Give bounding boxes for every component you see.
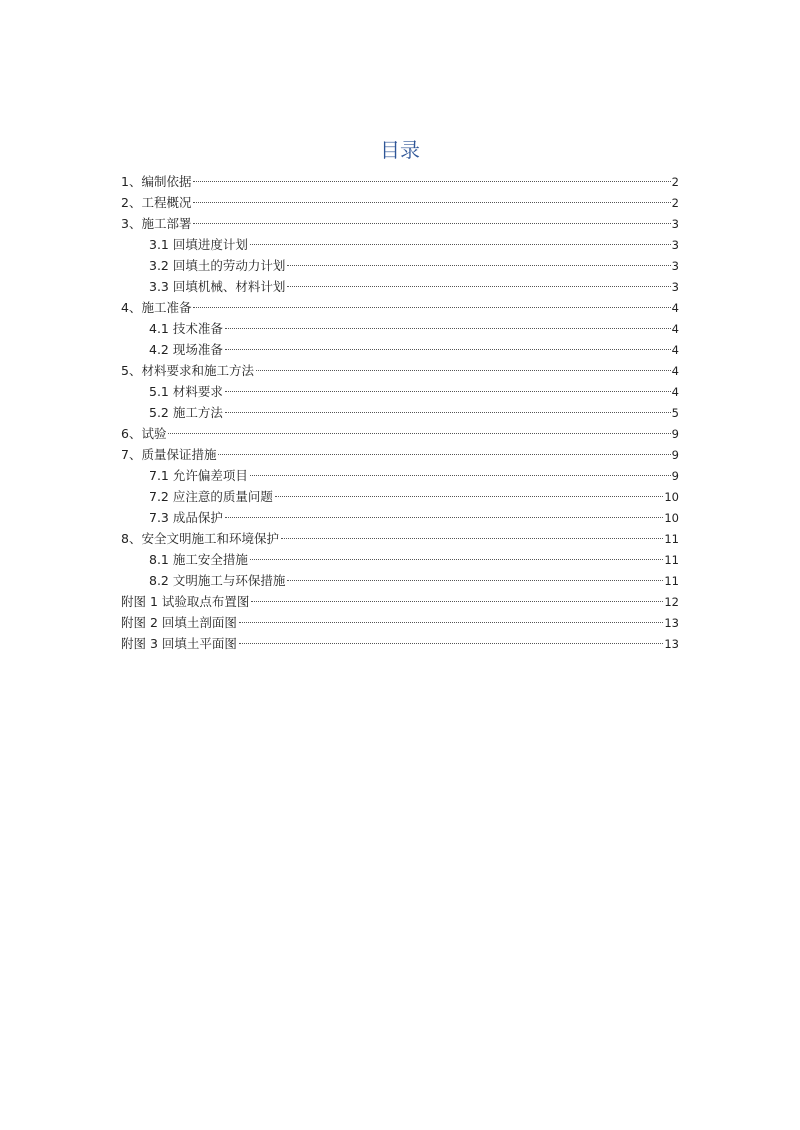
dot-leader <box>287 580 663 581</box>
toc-page-number: 3 <box>671 217 679 231</box>
dot-leader <box>251 601 663 602</box>
toc-page-number: 9 <box>671 448 679 462</box>
dot-leader <box>225 391 671 392</box>
dot-leader <box>239 643 663 644</box>
toc-entry-label: 附图 1 试验取点布置图 <box>121 594 250 609</box>
toc-entry-label: 6、试验 <box>121 426 167 441</box>
toc-entry-label: 4、施工准备 <box>121 300 192 315</box>
toc-entry[interactable] <box>121 465 679 486</box>
toc-entry[interactable] <box>121 234 679 255</box>
dot-leader <box>225 412 671 413</box>
toc-entry-label: 附图 2 回填土剖面图 <box>121 615 237 630</box>
toc-entry[interactable] <box>121 255 679 276</box>
toc-entry-label: 4.1 技术准备 <box>149 321 223 336</box>
toc-entry[interactable] <box>121 171 679 192</box>
toc-entry-label: 2、工程概况 <box>121 195 192 210</box>
toc-entry-label: 3.2 回填土的劳动力计划 <box>149 258 286 273</box>
toc-entry[interactable] <box>121 591 679 612</box>
toc-entry[interactable] <box>121 612 679 633</box>
toc-page-number: 4 <box>671 343 679 357</box>
toc-entry-label: 7.1 允许偏差项目 <box>149 468 248 483</box>
dot-leader <box>250 475 671 476</box>
toc-entry[interactable] <box>121 486 679 507</box>
toc-entry[interactable] <box>121 360 679 381</box>
toc-entry-label: 3、施工部署 <box>121 216 192 231</box>
toc-page-number: 2 <box>671 196 679 210</box>
toc-entry-label: 7、质量保证措施 <box>121 447 217 462</box>
toc-entry-label: 8、安全文明施工和环境保护 <box>121 531 279 546</box>
toc-page-number: 12 <box>664 595 679 609</box>
toc-page-number: 10 <box>664 511 679 525</box>
dot-leader <box>193 181 670 182</box>
toc-entry-label: 7.2 应注意的质量问题 <box>149 489 273 504</box>
toc-entry-label: 5.1 材料要求 <box>149 384 223 399</box>
toc-page-number: 3 <box>671 238 679 252</box>
dot-leader <box>193 307 670 308</box>
toc-entry-label: 4.2 现场准备 <box>149 342 223 357</box>
toc-entry-label: 5、材料要求和施工方法 <box>121 363 254 378</box>
toc-page-number: 13 <box>664 616 679 630</box>
toc-page-number: 11 <box>664 574 679 588</box>
toc-entry[interactable] <box>121 339 679 360</box>
dot-leader <box>239 622 663 623</box>
dot-leader <box>218 454 670 455</box>
toc-entry[interactable] <box>121 507 679 528</box>
toc-entry[interactable] <box>121 318 679 339</box>
toc-entry[interactable] <box>121 570 679 591</box>
toc-entry-label: 7.3 成品保护 <box>149 510 223 525</box>
dot-leader <box>168 433 670 434</box>
toc-entry[interactable] <box>121 402 679 423</box>
toc-entry-label: 附图 3 回填土平面图 <box>121 636 237 651</box>
toc-page-number: 9 <box>671 469 679 483</box>
dot-leader <box>193 223 670 224</box>
dot-leader <box>256 370 671 371</box>
toc-entry-label: 3.1 回填进度计划 <box>149 237 248 252</box>
toc-page-number: 4 <box>671 364 679 378</box>
dot-leader <box>193 202 670 203</box>
toc-entry[interactable] <box>121 192 679 213</box>
dot-leader <box>225 517 664 518</box>
toc-entry-label: 3.3 回填机械、材料计划 <box>149 279 286 294</box>
toc-page-number: 11 <box>664 553 679 567</box>
dot-leader <box>225 328 671 329</box>
dot-leader <box>287 286 670 287</box>
toc-page-number: 3 <box>671 259 679 273</box>
dot-leader <box>275 496 664 497</box>
toc-entry-label: 8.2 文明施工与环保措施 <box>149 573 286 588</box>
toc-entry[interactable] <box>121 444 679 465</box>
toc-entry-label: 1、编制依据 <box>121 174 192 189</box>
toc-entry[interactable] <box>121 381 679 402</box>
toc-page-number: 4 <box>671 385 679 399</box>
toc-page-number: 3 <box>671 280 679 294</box>
toc-entry[interactable] <box>121 528 679 549</box>
table-of-contents <box>121 171 679 654</box>
toc-entry[interactable] <box>121 297 679 318</box>
toc-entry[interactable] <box>121 213 679 234</box>
toc-entry-label: 5.2 施工方法 <box>149 405 223 420</box>
toc-page-number: 10 <box>664 490 679 504</box>
dot-leader <box>250 559 664 560</box>
toc-page-number: 4 <box>671 322 679 336</box>
toc-entry[interactable] <box>121 423 679 444</box>
toc-page-number: 2 <box>671 175 679 189</box>
toc-entry-label: 8.1 施工安全措施 <box>149 552 248 567</box>
dot-leader <box>225 349 671 350</box>
toc-page-number: 4 <box>671 301 679 315</box>
dot-leader <box>281 538 663 539</box>
toc-page-number: 5 <box>671 406 679 420</box>
toc-entry[interactable] <box>121 633 679 654</box>
toc-page-number: 9 <box>671 427 679 441</box>
toc-page-number: 13 <box>664 637 679 651</box>
toc-entry[interactable] <box>121 549 679 570</box>
toc-title: 目录 <box>380 138 420 162</box>
dot-leader <box>250 244 671 245</box>
toc-page-number: 11 <box>664 532 679 546</box>
toc-entry[interactable] <box>121 276 679 297</box>
dot-leader <box>287 265 670 266</box>
